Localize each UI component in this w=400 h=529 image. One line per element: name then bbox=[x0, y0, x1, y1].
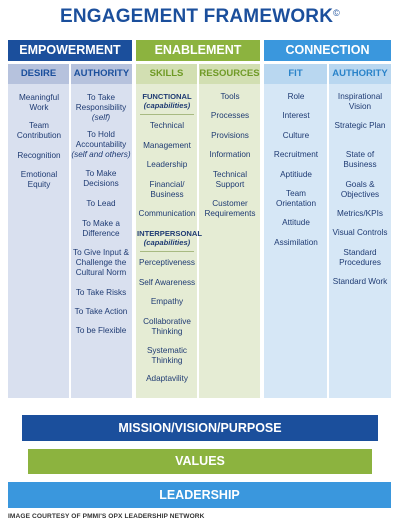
connection-authority-item: Inspirational Vision bbox=[337, 92, 383, 111]
connection-authority-item: Standard Procedures bbox=[339, 248, 381, 267]
authority-item bbox=[71, 93, 131, 123]
empowerment-header: EMPOWERMENT bbox=[8, 40, 132, 61]
authority-item: To Make Decisions bbox=[83, 169, 119, 188]
desire-item: Recognition bbox=[17, 151, 61, 160]
authority-item-note: (self and others) bbox=[71, 149, 131, 159]
skill-item: Perceptiveness bbox=[139, 258, 195, 267]
copyright-mark: © bbox=[333, 8, 340, 18]
skill-item: Technical bbox=[149, 121, 185, 130]
fit-item: Interest bbox=[282, 111, 310, 120]
functional-note: (capabilities) bbox=[143, 101, 191, 111]
resource-item: Technical Support bbox=[212, 170, 248, 189]
skill-item: Empathy bbox=[150, 297, 184, 306]
authority-item: To Make a Difference bbox=[82, 219, 120, 238]
authority-item-text: To Take Responsibility bbox=[75, 93, 127, 112]
title-text: ENGAGEMENT FRAMEWORK bbox=[60, 6, 334, 27]
authority-item: To Take Risks bbox=[75, 288, 127, 297]
image-credit: IMAGE COURTESY OF PMMI'S OPX LEADERSHIP NETWORK bbox=[8, 513, 205, 520]
fit-item: Assimilation bbox=[274, 238, 318, 247]
authority-item-note: (self) bbox=[91, 112, 111, 122]
skill-item: Collaborative Thinking bbox=[143, 317, 191, 336]
desire-subheader: DESIRE bbox=[8, 64, 69, 84]
skill-item: Communication bbox=[138, 209, 196, 218]
interpersonal-label: INTERPERSONAL bbox=[137, 229, 202, 238]
enablement-header: ENABLEMENT bbox=[136, 40, 260, 61]
fit-item: Role bbox=[287, 92, 305, 101]
authority-item: To Take Action bbox=[74, 307, 128, 316]
fit-subheader: FIT bbox=[264, 64, 327, 84]
skills-subheader: SKILLS bbox=[136, 64, 197, 84]
interpersonal-note: (capabilities) bbox=[143, 238, 191, 248]
authority-item: To be Flexible bbox=[75, 326, 127, 335]
skill-item: Leadership bbox=[146, 160, 188, 169]
resource-item: Provisions bbox=[211, 131, 249, 140]
skill-item: Financial/ Business bbox=[149, 180, 185, 199]
fit-item: Aptitiude bbox=[280, 170, 312, 179]
functional-section-label bbox=[137, 92, 197, 110]
skills-rule bbox=[140, 251, 194, 252]
connection-authority-item: Metrics/KPIs bbox=[337, 209, 383, 218]
connection-authority-item: Visual Controls bbox=[332, 228, 388, 237]
fit-item: Attitude bbox=[282, 218, 310, 227]
connection-authority-item: Strategic Plan bbox=[334, 121, 386, 130]
authority-item bbox=[71, 130, 131, 160]
connection-authority-item: Standard Work bbox=[332, 277, 388, 286]
authority-item-text: To Hold Accountability bbox=[75, 130, 127, 149]
fit-item: Recruitment bbox=[273, 150, 319, 159]
values-band: VALUES bbox=[28, 449, 372, 474]
connection-authority-item: State of Business bbox=[343, 150, 377, 169]
skill-item: Self Awareness bbox=[138, 278, 196, 287]
leadership-band: LEADERSHIP bbox=[8, 482, 391, 508]
fit-item: Team Orientation bbox=[275, 189, 317, 208]
resource-item: Information bbox=[209, 150, 251, 159]
connection-authority-item: Goals & Objectives bbox=[340, 180, 380, 199]
fit-item: Culture bbox=[282, 131, 310, 140]
resource-item: Customer Requirements bbox=[204, 199, 256, 218]
desire-item: Meaningful Work bbox=[18, 93, 60, 112]
authority-item: To Give Input & Challenge the Cultural Norm bbox=[73, 248, 129, 277]
connection-authority-subheader: AUTHORITY bbox=[329, 64, 391, 84]
resource-item: Tools bbox=[220, 92, 240, 101]
skill-item: Systematic Thinking bbox=[146, 346, 188, 365]
resource-item: Processes bbox=[210, 111, 250, 120]
functional-label: FUNCTIONAL bbox=[142, 92, 192, 101]
resources-subheader: RESOURCES bbox=[199, 64, 260, 84]
mission-band: MISSION/VISION/PURPOSE bbox=[22, 415, 378, 441]
interpersonal-section-label bbox=[137, 229, 202, 248]
connection-header: CONNECTION bbox=[264, 40, 391, 61]
desire-item: Emotional Equity bbox=[20, 170, 58, 189]
desire-item: Team Contribution bbox=[16, 121, 62, 140]
skills-rule bbox=[140, 114, 194, 115]
skill-item: Management bbox=[143, 141, 191, 150]
skill-item: Adaptavility bbox=[146, 374, 188, 383]
authority-item: To Lead bbox=[86, 199, 116, 208]
empowerment-authority-subheader: AUTHORITY bbox=[71, 64, 132, 84]
column-divider bbox=[327, 64, 329, 398]
page-title bbox=[0, 6, 400, 28]
